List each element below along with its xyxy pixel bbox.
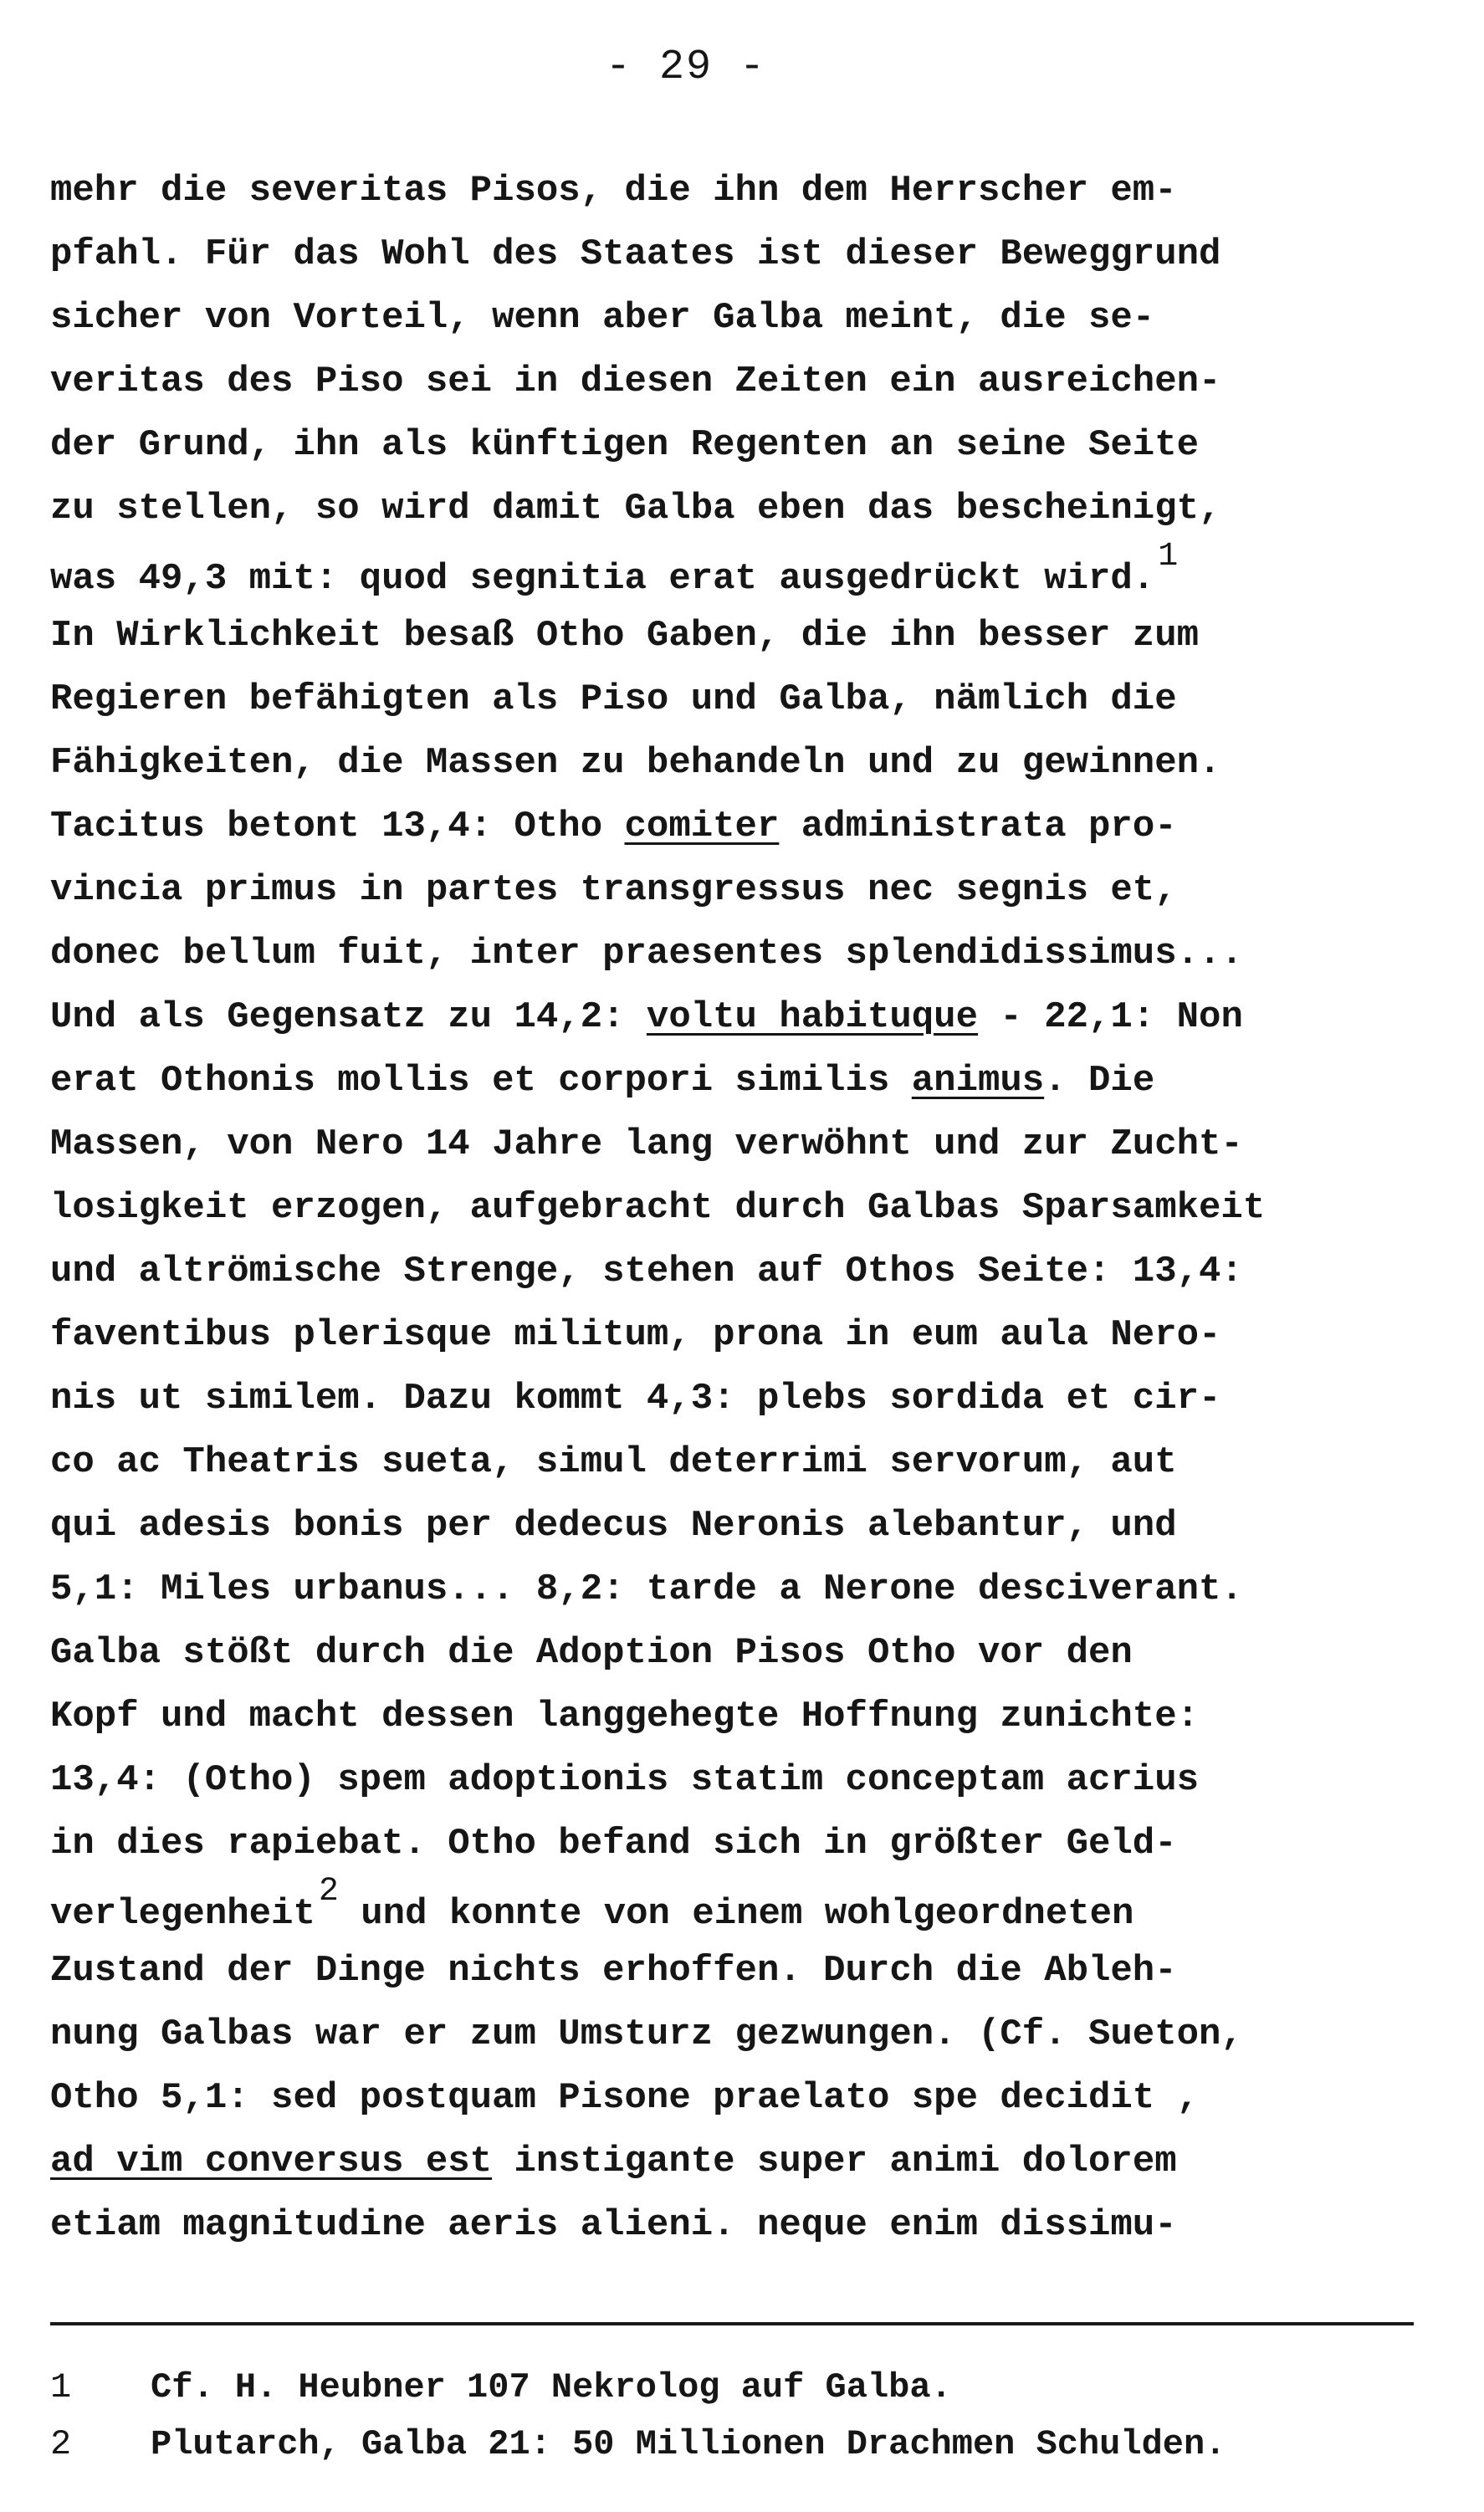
text-line <box>50 1494 1439 1558</box>
underlined-text: voltu habituque <box>646 996 978 1038</box>
text-segment: sicher von Vorteil, wenn aber Galba meint, die se- <box>50 297 1155 339</box>
body-text <box>50 159 1439 2257</box>
text-line <box>50 668 1439 731</box>
text-segment: Galba stößt durch die Adoption Pisos Otho vor den <box>50 1632 1133 1674</box>
text-line <box>50 413 1439 477</box>
text-line <box>50 477 1439 540</box>
text-segment: was 49,3 mit: quod segnitia erat ausgedrückt wird. <box>50 558 1155 600</box>
text-line <box>50 1939 1439 2003</box>
text-segment: nung Galbas war er zum Umsturz gezwungen. (Cf. Sueton, <box>50 2013 1243 2055</box>
footnote-number: 1 <box>50 2367 72 2407</box>
text-line <box>50 985 1439 1049</box>
text-line <box>50 2003 1439 2066</box>
text-line <box>50 1240 1439 1303</box>
page-number: - 29 - <box>605 43 767 91</box>
text-line <box>50 1430 1439 1494</box>
text-line <box>50 1176 1439 1240</box>
text-line <box>50 1812 1439 1875</box>
text-segment: pfahl. Für das Wohl des Staates ist dieser Beweggrund <box>50 233 1221 275</box>
text-segment: mehr die severitas Pisos, die ihn dem Herrscher em- <box>50 170 1177 212</box>
footnote-number: 2 <box>50 2424 72 2464</box>
underlined-text: animus <box>911 1060 1045 1102</box>
text-segment: 13,4: (Otho) spem adoptionis statim conceptam acrius <box>50 1759 1200 1801</box>
underlined-text: comiter <box>624 806 780 847</box>
text-segment: . Die <box>1044 1060 1155 1102</box>
text-segment: donec bellum fuit, inter praesentes splendidissimus... <box>50 933 1243 975</box>
text-line <box>50 922 1439 985</box>
text-segment: Und als Gegensatz zu 14,2: <box>50 996 647 1038</box>
text-segment: in dies rapiebat. Otho befand sich in größter Geld- <box>50 1823 1177 1865</box>
text-segment: nis ut similem. Dazu kommt 4,3: plebs sordida et cir- <box>50 1378 1221 1420</box>
text-segment: etiam magnitudine aeris alieni. neque enim dissimu- <box>50 2204 1177 2246</box>
text-segment: Tacitus betont 13,4: Otho <box>50 806 625 847</box>
text-segment: faventibus plerisque militum, prona in eum aula Nero- <box>50 1314 1221 1356</box>
text-line <box>50 1685 1439 1748</box>
footnote <box>50 2359 1456 2416</box>
underlined-text: ad vim conversus est <box>50 2141 493 2182</box>
text-line <box>50 731 1439 795</box>
text-segment: verlegenheit <box>50 1893 315 1935</box>
text-line <box>50 858 1439 922</box>
text-segment: co ac Theatris sueta, simul deterrimi servorum, aut <box>50 1441 1177 1483</box>
text-segment: und altrömische Strenge, stehen auf Othos Seite: 13,4: <box>50 1251 1243 1292</box>
text-segment: Massen, von Nero 14 Jahre lang verwöhnt und zur Zucht- <box>50 1123 1243 1165</box>
text-line <box>50 795 1439 858</box>
text-segment: Zustand der Dinge nichts erhoffen. Durch die Ableh- <box>50 1950 1177 1992</box>
footnotes <box>50 2359 1456 2473</box>
footnote-marker: 2 <box>318 1873 339 1911</box>
text-line <box>50 2130 1439 2193</box>
text-segment: instigante super animi dolorem <box>492 2141 1177 2182</box>
text-line <box>50 1558 1439 1621</box>
text-segment: der Grund, ihn als künftigen Regenten an seine Seite <box>50 424 1200 466</box>
text-segment: erat Othonis mollis et corpori similis <box>50 1060 912 1102</box>
text-line <box>50 1875 1439 1939</box>
text-segment: veritas des Piso sei in diesen Zeiten ein ausreichen- <box>50 361 1221 402</box>
text-segment: administrata pro- <box>779 806 1177 847</box>
text-line <box>50 286 1439 350</box>
text-line <box>50 1113 1439 1176</box>
footnote-separator <box>50 2322 1414 2325</box>
text-segment: zu stellen, so wird damit Galba eben das bescheinigt, <box>50 488 1221 530</box>
text-segment: Kopf und macht dessen langgehegte Hoffnung zunichte: <box>50 1696 1200 1737</box>
text-line <box>50 350 1439 413</box>
text-segment: Otho 5,1: sed postquam Pisone praelato spe decidit , <box>50 2077 1200 2119</box>
text-segment: und konnte von einem wohlgeordneten <box>338 1893 1134 1935</box>
text-line <box>50 1621 1439 1685</box>
text-line <box>50 1049 1439 1113</box>
text-segment: losigkeit erzogen, aufgebracht durch Galbas Sparsamkeit <box>50 1187 1266 1229</box>
text-line <box>50 1303 1439 1367</box>
text-line <box>50 604 1439 668</box>
text-line <box>50 2066 1439 2130</box>
footnote-text: Plutarch, Galba 21: 50 Millionen Drachmen Schulden. <box>151 2424 1226 2464</box>
text-line <box>50 159 1439 223</box>
text-segment: Regieren befähigten als Piso und Galba, nämlich die <box>50 678 1177 720</box>
text-segment: vincia primus in partes transgressus nec segnis et, <box>50 869 1177 911</box>
text-line <box>50 2193 1439 2257</box>
text-segment: - 22,1: Non <box>978 996 1243 1038</box>
footnote-marker: 1 <box>1158 538 1179 576</box>
text-line <box>50 540 1439 604</box>
text-line <box>50 1367 1439 1430</box>
text-line <box>50 223 1439 286</box>
footnote-text: Cf. H. Heubner 107 Nekrolog auf Galba. <box>151 2367 952 2407</box>
text-segment: Fähigkeiten, die Massen zu behandeln und zu gewinnen. <box>50 742 1221 784</box>
footnote <box>50 2416 1456 2473</box>
text-segment: 5,1: Miles urbanus... 8,2: tarde a Nerone desciverant. <box>50 1568 1243 1610</box>
text-segment: In Wirklichkeit besaß Otho Gaben, die ihn besser zum <box>50 615 1200 657</box>
text-line <box>50 1748 1439 1812</box>
text-segment: qui adesis bonis per dedecus Neronis alebantur, und <box>50 1505 1177 1547</box>
